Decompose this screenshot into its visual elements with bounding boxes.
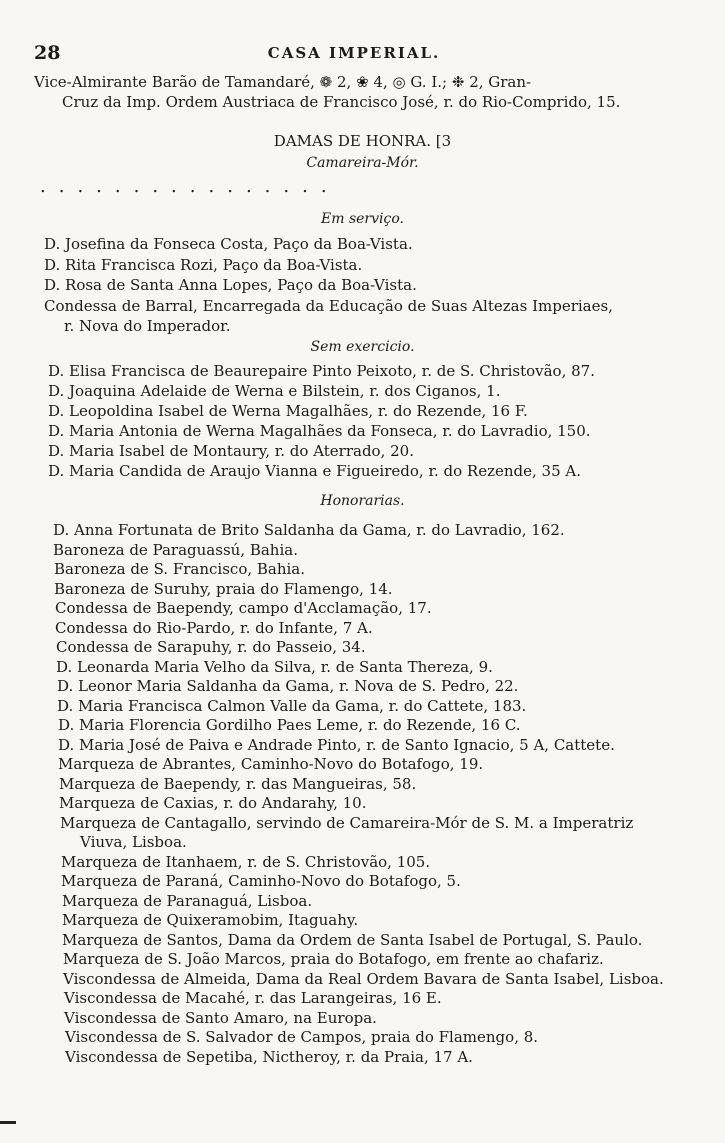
entry-line: D. Rita Francisca Rozi, Paço da Boa-Vista. xyxy=(44,255,363,274)
page-number: 28 xyxy=(34,42,61,64)
camareira-heading: Camareira-Mór. xyxy=(306,155,419,171)
entry-line: D. Leonor Maria Saldanha da Gama, r. Nova de S. Pedro, 22. xyxy=(57,677,519,695)
entry-line: Marqueza de Caxias, r. do Andarahy, 10. xyxy=(59,794,367,812)
entry-line: Marqueza de Abrantes, Caminho-Novo do Botafogo, 19. xyxy=(58,755,484,773)
entry-line: D. Maria Isabel de Montaury, r. do Aterrado, 20. xyxy=(48,442,414,460)
entry-line: Viscondessa de Santo Amaro, na Europa. xyxy=(64,1008,377,1027)
entry-line: D. Maria Candida de Araujo Vianna e Figueiredo, r. do Rezende, 35 A. xyxy=(48,462,581,480)
entry-line: D. Leonarda Maria Velho da Silva, r. de Santa Thereza, 9. xyxy=(56,657,493,676)
entry-line: D. Maria José de Paiva e Andrade Pinto, r. de Santo Ignacio, 5 A, Cattete. xyxy=(58,735,615,754)
entry-line: Viuva, Lisboa. xyxy=(80,833,187,851)
entry-line: D. Maria Antonia de Werna Magalhães da Fonseca, r. do Lavradio, 150. xyxy=(48,422,591,440)
entry-line: Condessa de Baependy, campo d'Acclamação, 17. xyxy=(55,599,432,617)
entry-line: Viscondessa de S. Salvador de Campos, praia do Flamengo, 8. xyxy=(65,1028,539,1046)
entry-line: D. Josefina da Fonseca Costa, Paço da Boa-Vista. xyxy=(44,235,413,253)
honorarias-heading: Honorarias. xyxy=(320,493,405,509)
dot-leader: ................ xyxy=(40,176,340,197)
entry-line: D. Rosa de Santa Anna Lopes, Paço da Boa-Vista. xyxy=(44,276,417,294)
entry-line: Marqueza de S. João Marcos, praia do Botafogo, em frente ao chafariz. xyxy=(63,950,604,968)
section-title: DAMAS DE HONRA. [3 xyxy=(273,132,452,150)
intro-line: Vice-Almirante Barão de Tamandaré, ❁ 2, ❀ 4, ◎ G. I.; ❉ 2, Gran- xyxy=(34,73,532,91)
entry-line: Baroneza de Paraguassú, Bahia. xyxy=(53,540,298,559)
entry-line: Marqueza de Baependy, r. das Mangueiras, 58. xyxy=(59,774,417,793)
entry-line: Marqueza de Santos, Dama da Ordem de Santa Isabel de Portugal, S. Paulo. xyxy=(62,930,643,949)
entry-line: r. Nova do Imperador. xyxy=(64,317,231,335)
entry-line: D. Joaquina Adelaide de Werna e Bilstein, r. dos Ciganos, 1. xyxy=(48,382,501,400)
entry-line: Marqueza de Quixeramobim, Itaguahy. xyxy=(62,911,359,929)
entry-line: Marqueza de Paraná, Caminho-Novo do Botafogo, 5. xyxy=(61,872,461,890)
page-header xyxy=(34,42,674,66)
running-title: CASA IMPERIAL. xyxy=(267,44,441,62)
margin-mark xyxy=(0,1121,16,1124)
entry-line: D. Elisa Francisca de Beaurepaire Pinto Peixoto, r. de S. Christovão, 87. xyxy=(48,362,595,380)
intro-line: Cruz da Imp. Ordem Austriaca de Francisco José, r. do Rio-Comprido, 15. xyxy=(62,93,621,111)
entry-line: Condessa do Rio-Pardo, r. do Infante, 7 A. xyxy=(55,618,373,637)
sem-exercicio-heading: Sem exercicio. xyxy=(310,339,415,355)
entry-line: Viscondessa de Sepetiba, Nictheroy, r. da Praia, 17 A. xyxy=(65,1047,473,1066)
entry-line: D. Anna Fortunata de Brito Saldanha da Gama, r. do Lavradio, 162. xyxy=(53,521,565,539)
entry-line: Viscondessa de Almeida, Dama da Real Ordem Bavara de Santa Isabel, Lisboa. xyxy=(63,969,664,988)
entry-line: Marqueza de Itanhaem, r. de S. Christovão, 105. xyxy=(61,852,431,871)
entry-line: D. Maria Francisca Calmon Valle da Gama, r. do Cattete, 183. xyxy=(57,696,527,715)
em-servico-heading: Em serviço. xyxy=(321,211,404,227)
entry-line: Marqueza de Cantagallo, servindo de Camareira-Mór de S. M. a Imperatriz xyxy=(60,813,634,832)
entry-line: D. Maria Florencia Gordilho Paes Leme, r. do Rezende, 16 C. xyxy=(58,716,521,734)
entry-line: Baroneza de S. Francisco, Bahia. xyxy=(54,560,306,578)
entry-line: Baroneza de Suruhy, praia do Flamengo, 14. xyxy=(54,579,393,598)
entry-line: Viscondessa de Macahé, r. das Larangeiras, 16 E. xyxy=(64,989,442,1007)
entry-line: Condessa de Sarapuhy, r. do Passeio, 34. xyxy=(56,638,366,656)
entry-line: Condessa de Barral, Encarregada da Educação de Suas Altezas Imperiaes, xyxy=(44,296,613,315)
entry-line: Marqueza de Paranaguá, Lisboa. xyxy=(62,891,313,910)
entry-line: D. Leopoldina Isabel de Werna Magalhães, r. do Rezende, 16 F. xyxy=(48,402,528,420)
